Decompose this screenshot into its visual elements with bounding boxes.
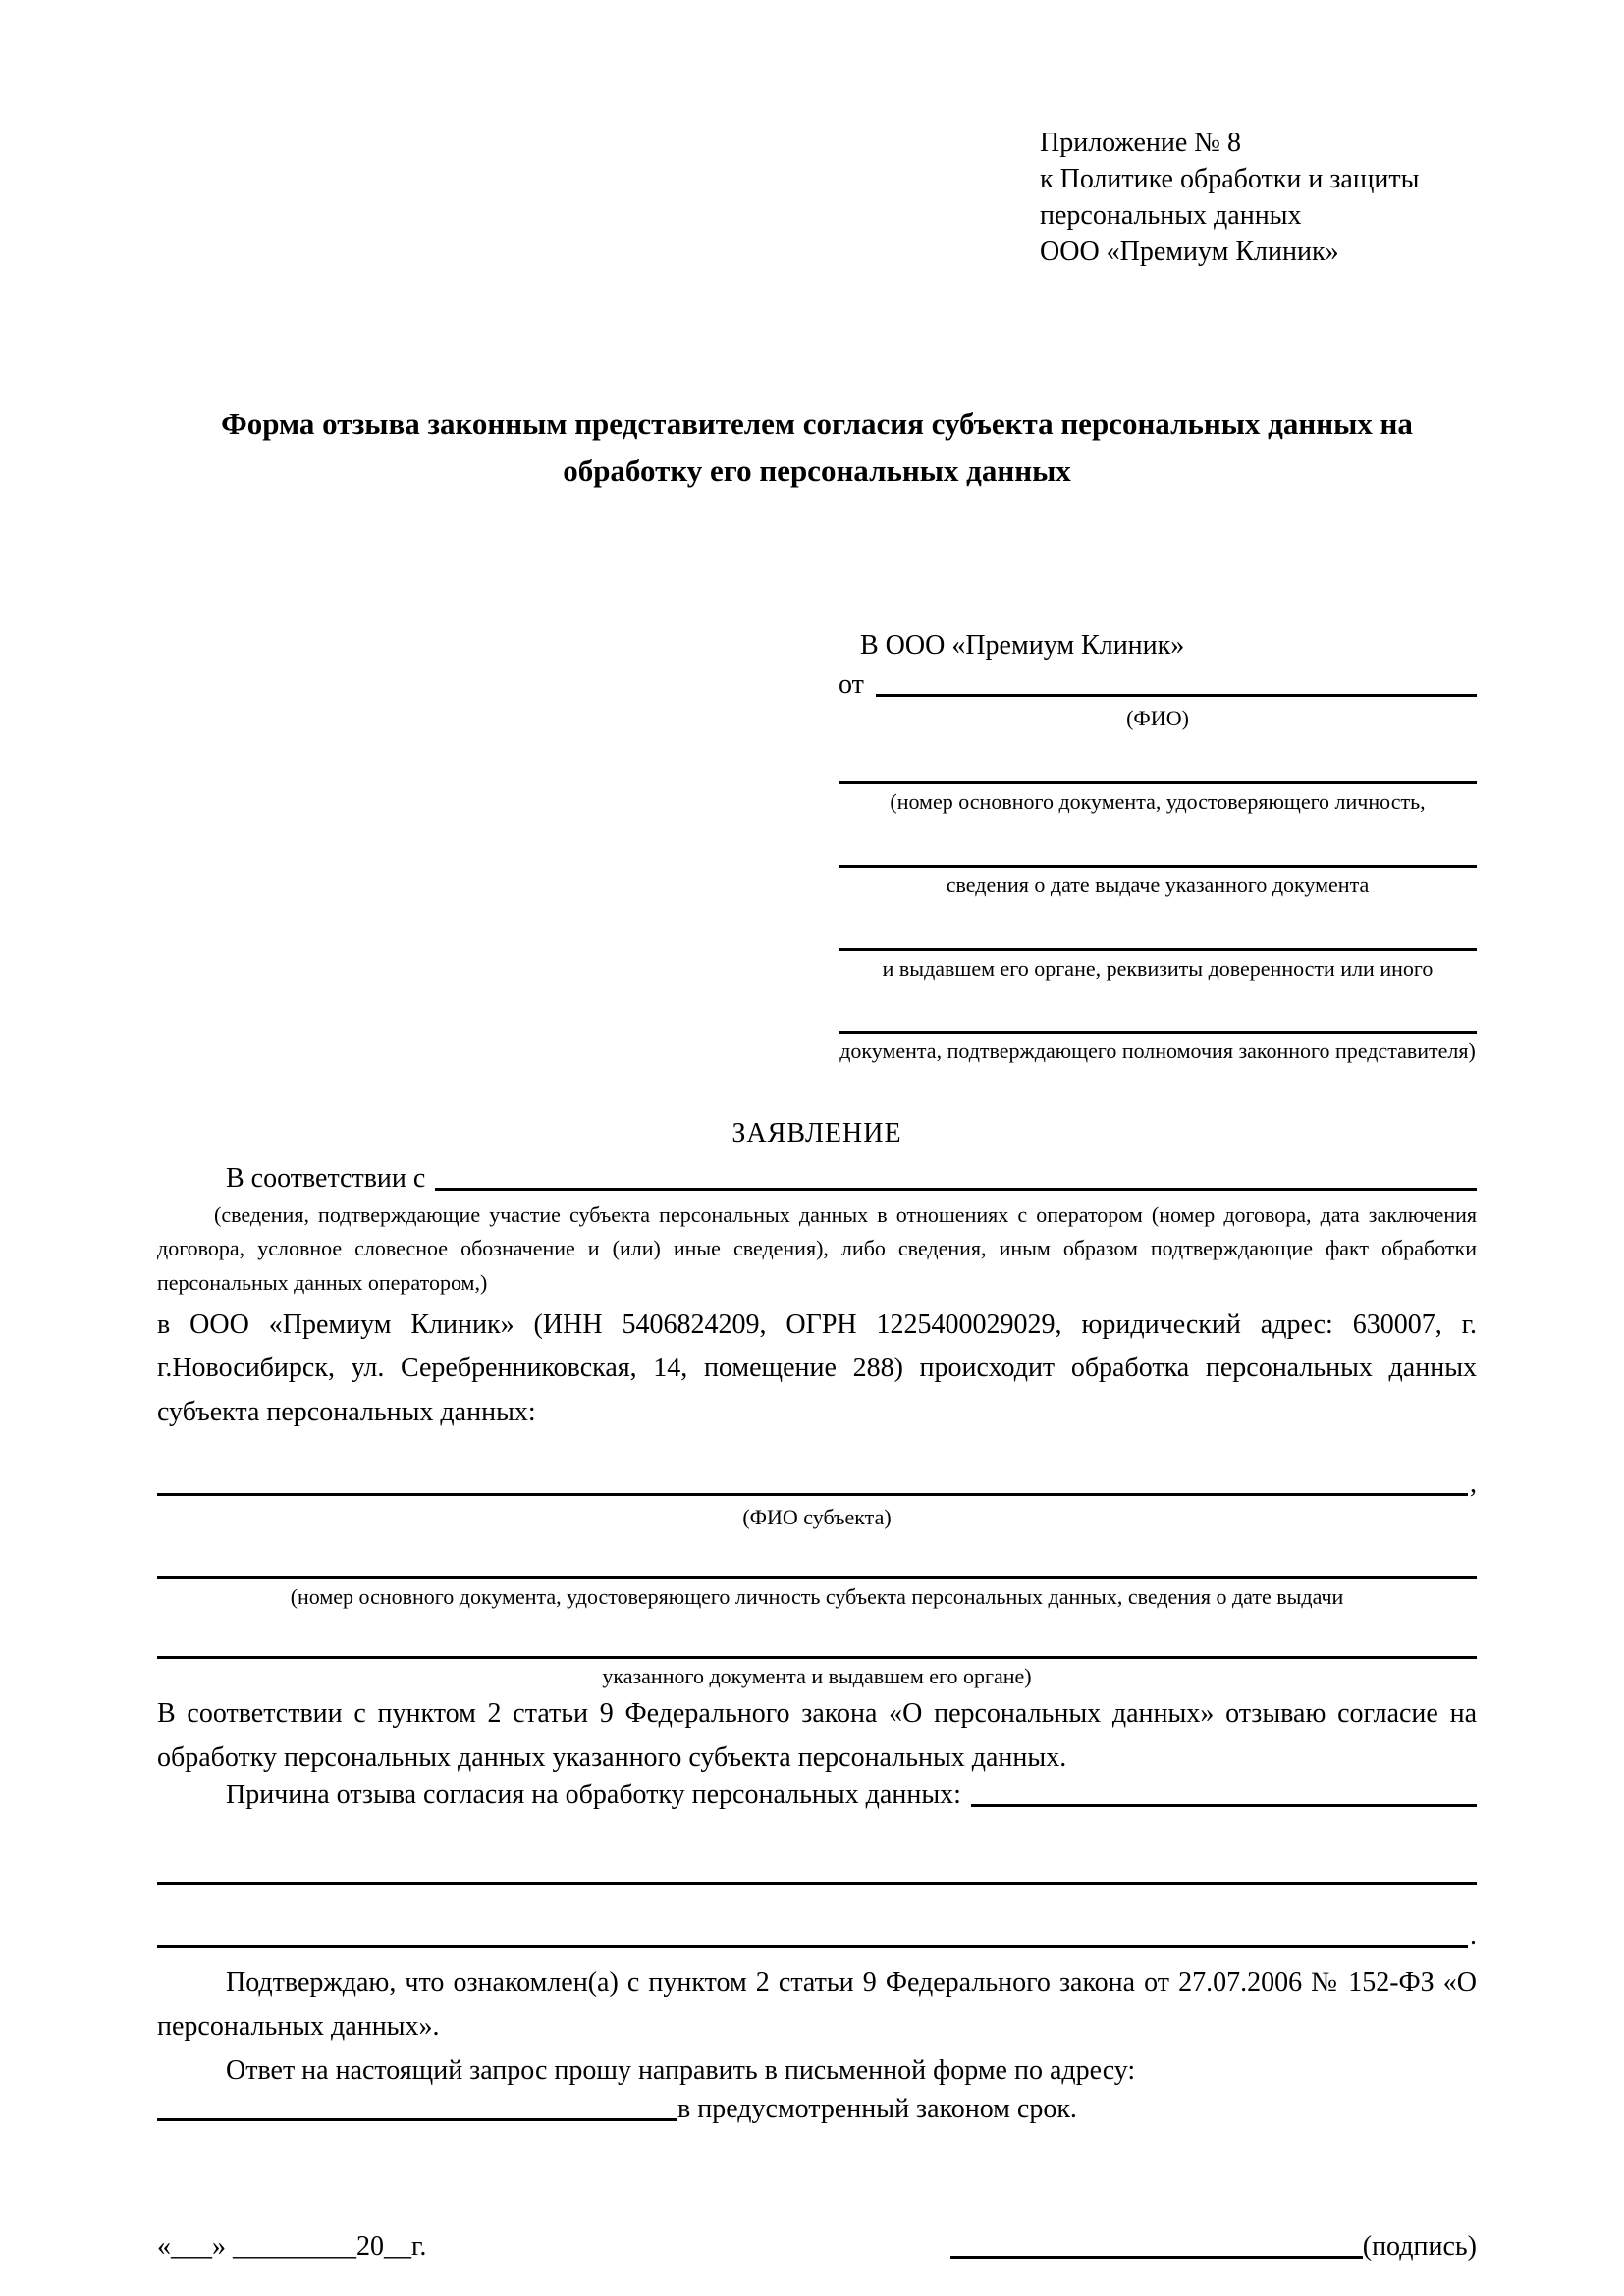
signature-blank-field	[950, 2256, 1363, 2259]
subject-fio-row	[157, 1468, 1477, 1500]
reason-blank-line-2	[157, 1920, 1477, 1951]
page-title: Форма отзыва законным представителем согласия субъекта персональных данных на обработку его персональных данных	[221, 405, 1413, 488]
accordance-caption: (сведения, подтверждающие участие субъекта персональных данных в отношениях с оператором (номер договора, дата заключения договора, условное словесное обозначение и (или) иные сведения), либо сведения, иным образом подтверждающие факт обработки персональных данных оператором,)	[157, 1202, 1477, 1295]
reason-label: Причина отзыва согласия на обработку персональных данных:	[226, 1780, 961, 1811]
subject-document-blank-field-2	[157, 1656, 1477, 1659]
appendix-note-line: к Политике обработки и защиты	[1040, 163, 1420, 194]
issuing-authority-blank-field	[839, 948, 1477, 951]
accordance-blank-field	[435, 1188, 1477, 1191]
reason-blank-line-1	[157, 1882, 1477, 1885]
document-number-caption: (номер основного документа, удостоверяющего личность,	[890, 788, 1426, 814]
subject-document-blank-field	[157, 1576, 1477, 1579]
appendix-note-line: Приложение № 8	[1040, 128, 1241, 158]
issuing-authority-caption: и выдавшем его органе, реквизиты доверенности или иного	[882, 955, 1434, 981]
from-label: от	[839, 668, 864, 700]
appendix-note-line: ООО «Премиум Клиник»	[1040, 236, 1339, 267]
subject-fio-caption: (ФИО субъекта)	[742, 1505, 892, 1530]
reply-address-blank-field	[157, 2118, 677, 2121]
subject-document-caption-2: указанного документа и выдавшем его органе)	[602, 1663, 1032, 1688]
accordance-row	[157, 1163, 1477, 1195]
from-row	[839, 669, 1477, 701]
issue-date-blank-field	[839, 865, 1477, 868]
date-blank-line: «___» _________20__г.	[157, 2230, 427, 2262]
reply-suffix: в предусмотренный законом срок.	[677, 2093, 1077, 2124]
reply-address-row	[157, 2094, 1477, 2125]
fio-caption: (ФИО)	[1126, 705, 1189, 730]
representative-authority-caption: документа, подтверждающего полномочия законного представителя)	[839, 1039, 1476, 1064]
fio-blank-field	[876, 694, 1477, 697]
footer	[157, 2231, 1477, 2263]
addressee-to: В ООО «Премиум Клиник»	[860, 629, 1185, 661]
document-number-blank-field	[839, 781, 1477, 784]
subject-fio-blank-field	[157, 1493, 1468, 1496]
reason-line-suffix: .	[1470, 1920, 1477, 1951]
subject-fio-suffix: ,	[1470, 1468, 1477, 1500]
signature-caption: (подпись)	[1362, 2230, 1477, 2262]
appendix-note	[1040, 126, 1477, 271]
accordance-label: В соответствии с	[226, 1163, 426, 1195]
reason-blank-field-2	[157, 1945, 1468, 1948]
representative-authority-blank-field	[839, 1031, 1477, 1034]
statement-heading: ЗАЯВЛЕНИЕ	[731, 1118, 902, 1149]
addressee-block	[839, 630, 1477, 1067]
reason-row	[157, 1780, 1477, 1811]
operator-paragraph: в ООО «Премиум Клиник» (ИНН 5406824209, ОГРН 1225400029029, юридический адрес: 630007, г. г.Новосибирск, ул. Серебренниковская, 14, помещение 288) происходит обработка персональных данных субъекта персональных данных:	[157, 1308, 1477, 1428]
subject-document-caption: (номер основного документа, удостоверяющего личность субъекта персональных данных, сведения о дате выдачи	[290, 1583, 1344, 1609]
reason-blank-field	[971, 1804, 1477, 1807]
confirmation-paragraph: Подтверждаю, что ознакомлен(а) с пунктом 2 статьи 9 Федерального закона от 27.07.2006 № 152-ФЗ «О персональных данных».	[157, 1967, 1477, 2043]
withdrawal-paragraph: В соответствии с пунктом 2 статьи 9 Федерального закона «О персональных данных» отзываю согласие на обработку персональных данных указанного субъекта персональных данных.	[157, 1697, 1477, 1773]
reply-paragraph: Ответ на настоящий запрос прошу направить в письменной форме по адресу:	[226, 2055, 1136, 2086]
appendix-note-line: персональных данных	[1040, 199, 1302, 231]
signature-group	[950, 2231, 1477, 2263]
issue-date-caption: сведения о дате выдаче указанного документа	[946, 872, 1370, 897]
